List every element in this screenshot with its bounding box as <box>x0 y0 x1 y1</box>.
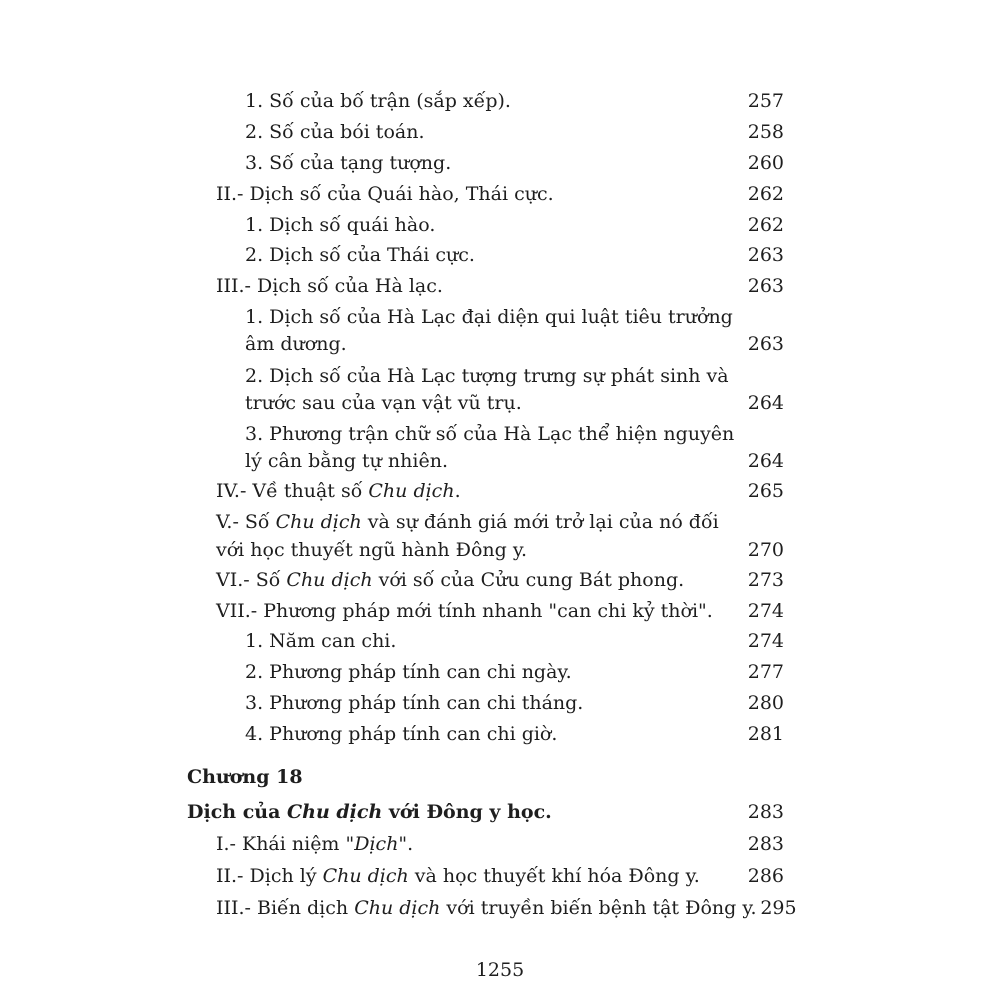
entry-title: I.- Khái niệm "Dịch". <box>216 833 414 855</box>
toc-entry <box>216 179 784 209</box>
toc-entry <box>216 565 784 595</box>
page-number: 258 <box>747 121 784 143</box>
toc-entry <box>245 210 784 240</box>
page-number: 277 <box>747 661 784 683</box>
page-number: 263 <box>747 275 784 297</box>
entry-title: IV.- Về thuật số Chu dịch. <box>216 480 461 502</box>
entry-title: VII.- Phương pháp mới tính nhanh "can chi kỷ thời". <box>216 600 713 622</box>
entry-title: 3. Phương trận chữ số của Hà Lạc thể hiện nguyên <box>245 423 735 445</box>
toc-entry <box>245 626 784 656</box>
toc-entry <box>216 893 797 923</box>
page-number: 280 <box>747 692 784 714</box>
page-number: 257 <box>747 90 784 112</box>
toc-entry <box>216 476 784 506</box>
page-number: 273 <box>747 569 784 591</box>
toc-entry <box>216 596 784 626</box>
entry-title: 2. Dịch số của Hà Lạc tượng trưng sự phát sinh và <box>245 365 729 387</box>
chapter-title: Dịch của Chu dịch với Đông y học. <box>187 801 552 823</box>
toc-entry <box>245 688 784 718</box>
page-number: 270 <box>747 539 784 561</box>
page-number: 260 <box>747 152 784 174</box>
entry-title: 1. Số của bố trận (sắp xếp). <box>245 90 511 112</box>
entry-title: II.- Dịch số của Quái hào, Thái cực. <box>216 183 554 205</box>
toc-entry <box>245 117 784 147</box>
page-number: 264 <box>747 392 784 414</box>
chapter-title-entry <box>187 797 784 827</box>
page-number: 274 <box>747 600 784 622</box>
toc-entry <box>245 86 784 116</box>
entry-title-continued: lý cân bằng tự nhiên. <box>245 450 449 472</box>
entry-title: 2. Dịch số của Thái cực. <box>245 244 475 266</box>
entry-title: II.- Dịch lý Chu dịch và học thuyết khí hóa Đông y. <box>216 865 700 887</box>
italic-term: Chu dịch <box>275 511 362 533</box>
italic-term: Chu dịch <box>286 569 373 591</box>
chapter-label: Chương 18 <box>187 766 303 788</box>
entry-title: III.- Dịch số của Hà lạc. <box>216 275 443 297</box>
entry-title: 3. Số của tạng tượng. <box>245 152 452 174</box>
toc-entry <box>216 861 784 891</box>
page-folio: 1255 <box>475 959 525 981</box>
italic-term: "Dịch" <box>345 833 408 855</box>
page-number: 264 <box>747 450 784 472</box>
page-number: 283 <box>747 833 784 855</box>
italic-term: Chu dịch <box>354 897 441 919</box>
page-number: 265 <box>747 480 784 502</box>
page-number: 295 <box>760 897 797 919</box>
entry-title: 2. Số của bói toán. <box>245 121 425 143</box>
toc-entry <box>216 535 784 565</box>
page-number: 283 <box>747 801 784 823</box>
entry-title: 4. Phương pháp tính can chi giờ. <box>245 723 558 745</box>
page-number: 262 <box>747 214 784 236</box>
page-number: 263 <box>747 244 784 266</box>
entry-title: V.- Số Chu dịch và sự đánh giá mới trở lại của nó đối <box>216 511 719 533</box>
toc-entry <box>245 657 784 687</box>
toc-entry <box>245 148 784 178</box>
entry-title: 1. Dịch số quái hào. <box>245 214 436 236</box>
toc-entry <box>245 719 784 749</box>
toc-entry <box>245 329 784 359</box>
entry-title: 2. Phương pháp tính can chi ngày. <box>245 661 572 683</box>
page-number: 262 <box>747 183 784 205</box>
entry-title-continued: âm dương. <box>245 333 347 355</box>
toc-entry <box>245 388 784 418</box>
page-number: 263 <box>747 333 784 355</box>
entry-title: 1. Dịch số của Hà Lạc đại diện qui luật tiêu trưởng <box>245 306 733 328</box>
page-number: 274 <box>747 630 784 652</box>
toc-entry <box>245 446 784 476</box>
entry-title-continued: với học thuyết ngũ hành Đông y. <box>216 539 528 561</box>
entry-title-continued: trước sau của vạn vật vũ trụ. <box>245 392 522 414</box>
italic-term: Chu dịch <box>368 480 455 502</box>
toc-entry <box>216 271 784 301</box>
entry-title: VI.- Số Chu dịch với số của Cửu cung Bát phong. <box>216 569 685 591</box>
toc-entry <box>216 829 784 859</box>
italic-term: Chu dịch <box>322 865 409 887</box>
entry-title: 3. Phương pháp tính can chi tháng. <box>245 692 584 714</box>
entry-title: 1. Năm can chi. <box>245 630 397 652</box>
entry-title: III.- Biến dịch Chu dịch với truyền biến bệnh tật Đông y. <box>216 897 757 919</box>
page-number: 286 <box>747 865 784 887</box>
page-number: 281 <box>747 723 784 745</box>
toc-entry <box>245 240 784 270</box>
italic-term: Chu dịch <box>287 801 383 823</box>
